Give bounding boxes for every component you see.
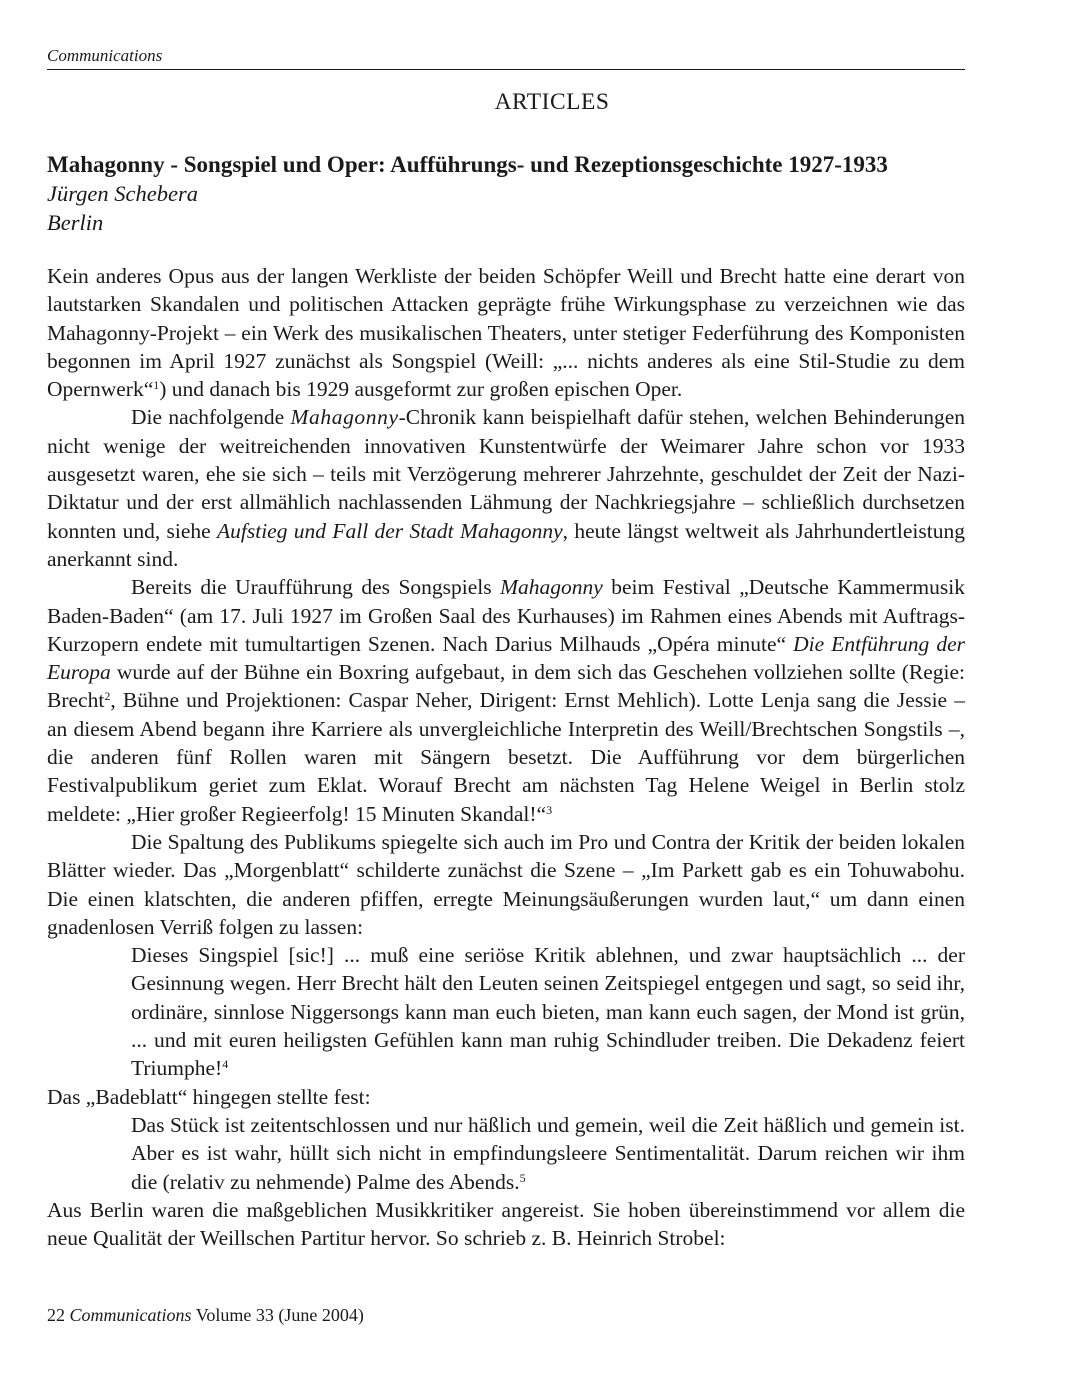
paragraph-6: Aus Berlin waren die maßgeblichen Musikkritiker angereist. Sie hoben übereinstimmend vor allem die neue Qualität der Weillschen Partitur hervor. So schrieb z. B. Heinrich Strobel:	[47, 1197, 965, 1251]
paragraph-2: Die nachfolgende Mahagonny-Chronik kann beispielhaft dafür stehen, welchen Behinderungen nicht wenige der weitreichenden innovativen Kunstentwürfe der Weimarer Jahre schon vor 1933 ausgesetzt waren, ehe sie sich – teils mit Verzögerung mehrerer Jahrzehnte, geschuldet der Zeit der Nazi-Diktatur und der erst allmählich nachlassenden Lähmung der Nachkriegsjahre – schließlich durchsetzen konnten und, siehe Aufstieg und Fall der Stadt Mahagonny, heute längst weltweit als Jahrhundertleistung anerkannt sind.	[47, 405, 965, 571]
article-title: Mahagonny - Songspiel und Oper: Aufführungs- und Rezeptionsgeschichte 1927-1933	[47, 152, 888, 177]
running-head: Communications	[47, 46, 163, 65]
author-affiliation: Berlin	[47, 210, 104, 235]
footnote-ref-5: 5	[519, 1170, 526, 1185]
footnote-ref-2: 2	[104, 689, 111, 704]
paragraph-5: Das „Badeblatt“ hingegen stellte fest:	[47, 1084, 371, 1109]
paragraph-1: Kein anderes Opus aus der langen Werkliste der beiden Schöpfer Weill und Brecht hatte eine derart von lautstarken Skandalen und politischen Attacken geprägte frühe Wirkungsphase zu verzeichnen wie das Mahagonny-Projekt – ein Werk des musikalischen Theaters, unter stetiger Federführung des Komponisten begonnen im April 1927 zunächst als Songspiel (Weill: „... nichts anderes als eine Stil-Studie zu dem Opernwerk“$^1$) und danach bis 1929 ausgeformt zur großen epischen Oper.	[47, 264, 965, 402]
block-quote-1: Dieses Singspiel [sic!] ... muß eine seriöse Kritik ablehnen, und zwar hauptsächlich ... der Gesinnung wegen. Herr Brecht hält den Leuten seinen Zeitspiegel entgegen und sagt, so seid ihr, ordinäre, sinnlose Niggersongs kann man euch bieten, man kann euch sagen, der Mond ist grün, ... und mit euren heiligsten Gefühlen kann man ruhig Schindluder treiben. Die Dekadenz feiert Triumphe!$^4$	[131, 943, 965, 1081]
footnote-ref-3: 3	[546, 802, 553, 817]
page-number: 22	[47, 1305, 65, 1325]
paragraph-3: Bereits die Uraufführung des Songspiels Mahagonny beim Festival „Deutsche Kammermusik Baden-Baden“ (am 17. Juli 1927 im Großen Saal des Kurhauses) im Rahmen eines Abends mit Auftrags-Kurzopern endete mit tumultartigen Szenen. Nach Darius Milhauds „Opéra minute“ Die Entführung der Europa wurde auf der Bühne ein Boxring aufgebaut, in dem sich das Geschehen vollziehen sollte (Regie: Brecht$^2$, Bühne und Projektionen: Caspar Neher, Dirigent: Ernst Mehlich). Lotte Lenja sang die Jessie – an diesem Abend begann ihre Karriere als unvergleichliche Interpretin des Weill/Brechtschen Songstils –, die anderen fünf Rollen waren mit Sängern besetzt. Die Aufführung vor dem bürgerlichen Festivalpublikum geriet zum Eklat. Worauf Brecht am nächsten Tag Helene Weigel in Berlin stolz meldete: „Hier großer Regieerfolg! 15 Minuten Skandal!“$^3$	[47, 575, 965, 826]
journal-name: Communications	[69, 1305, 192, 1325]
paragraph-4: Die Spaltung des Publikums spiegelte sich auch im Pro und Contra der Kritik der beiden lokalen Blätter wieder. Das „Morgenblatt“ schilderte zunächst die Szene – „Im Parkett gab es ein Tohuwabohu. Die einen klatschten, die anderen pfiffen, erregte Meinungsäußerungen wurden laut,“ um dann einen gnadenlosen Verriß folgen zu lassen:	[47, 829, 965, 939]
volume-info: Volume 33 (June 2004)	[195, 1305, 364, 1325]
section-title: ARTICLES	[494, 89, 610, 115]
block-quote-2: Das Stück ist zeitentschlossen und nur häßlich und gemein, weil die Zeit häßlich und gemein ist. Aber es ist wahr, hüllt sich nicht in empfindungsleere Sentimentalität. Darum reichen wir ihm die (relativ zu nehmende) Palme des Abends.$^5$	[131, 1112, 965, 1194]
article-author: Jürgen Schebera	[47, 181, 198, 206]
footnote-ref-4: 4	[222, 1057, 229, 1072]
page-footer	[47, 1305, 364, 1326]
footnote-ref-1: 1	[153, 378, 160, 393]
article-body	[47, 262, 965, 1252]
header-rule	[47, 69, 965, 70]
